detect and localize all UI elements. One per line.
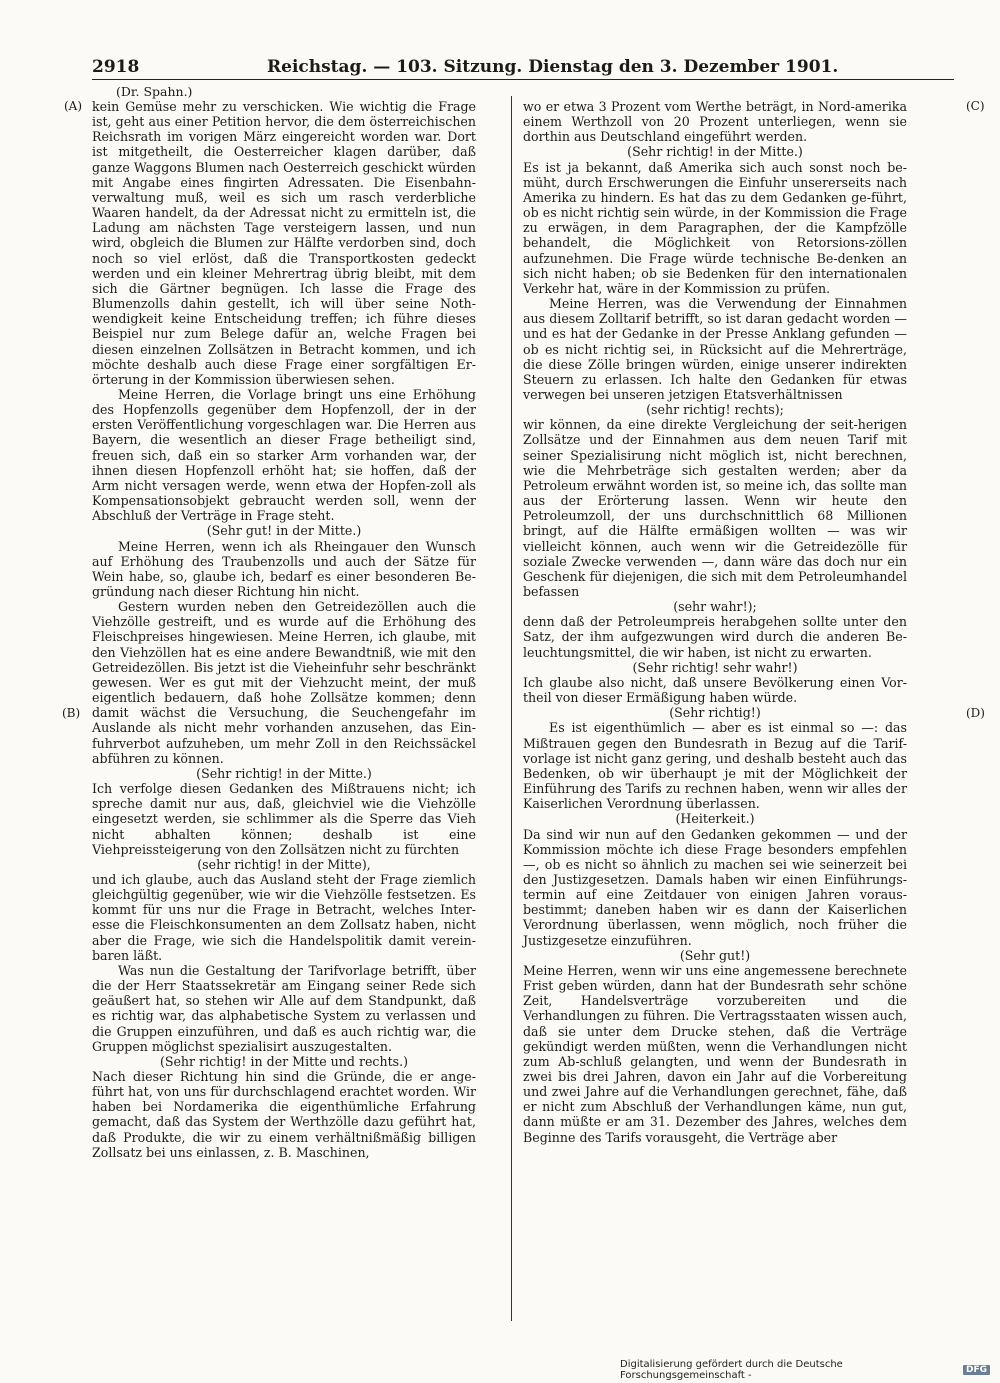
column-divider xyxy=(511,96,512,1321)
interjection: (sehr richtig! in der Mitte), xyxy=(197,856,371,872)
paragraph: denn daß der Petroleumpreis herabgehen sollte unter den Satz, der ihm aufgezwungen wird durch die anderen Be-leuchtungsmittel, die wir haben, ist nicht zu erwarten. xyxy=(523,614,907,660)
interjection: (Sehr gut!) xyxy=(679,947,751,963)
right-column xyxy=(523,99,907,1145)
paragraph: Gestern wurden neben den Getreidezöllen auch die Viehzölle gestreift, und es wurde auf die Erhöhung des Fleischpreises hingewiesen. Meine Herren, ich glaube, mit den Viehzöllen hat es eine andere Bewandtniß, wie mit den Getreidezöllen. Bis jetzt ist die Vieheinfuhr sehr beschränkt gewesen. Wer es gut mit der Viehzucht meint, der muß eigentlich bedauern, daß hohe Zollsätze kommen; denn damit wächst die Versuchung, die Seuchengefahr im Auslande als nicht mehr vorhanden anzusehen, das Ein-fuhrverbot aufzuheben, um mehr Zoll in den Reichssäckel abführen zu können. xyxy=(92,599,476,766)
dfg-logo: DFG xyxy=(963,1365,990,1375)
footer-text: Digitalisierung gefördert durch die Deutsche Forschungsgemeinschaft - xyxy=(620,1359,843,1381)
paragraph: Nach dieser Richtung hin sind die Gründe, die er ange-führt hat, von uns für durchschlagend erachtet worden. Wir haben bei Nordamerika die eigenthümliche Erfahrung gemacht, daß das System der Werthzölle dazu geführt hat, daß Produkte, die wir zu einem verhältnißmäßig billigen Zollsatz bei uns einlassen, z. B. Maschinen, xyxy=(92,1069,476,1160)
speaker-label: (Dr. Spahn.) xyxy=(116,84,193,99)
paragraph: Meine Herren, was die Verwendung der Einnahmen aus diesem Zolltarif betrifft, so ist daran gedacht worden — und es hat der Gedanke in der Presse Anklang gefunden — ob es nicht richtig sei, in Rücksicht auf die Mehrerträge, die diese Zölle bringen würden, einige unserer indirekten Steuern zu erlassen. Ich halte den Gedanken für etwas verwegen bei unseren jetzigen Etatsverhältnissen xyxy=(523,296,907,402)
paragraph: Meine Herren, die Vorlage bringt uns eine Erhöhung des Hopfenzolls gegenüber dem Hopfenzoll, der in der ersten Veröffentlichung vorgeschlagen war. Die Herren aus Bayern, die wesentlich an dieser Frage betheiligt sind, freuen sich, daß ein so starker Arm vorhanden war, der ihnen diesen Hopfenzoll erhöht hat; sie hoffen, daß der Arm nicht versagen werde, wenn etwa der Hopfen-zoll als Kompensationsobjekt gebraucht werden soll, wenn der Abschluß der Verträge in Frage steht. xyxy=(92,386,476,524)
footer-credit xyxy=(620,1359,990,1381)
interjection: (Sehr richtig! in der Mitte.) xyxy=(196,765,372,781)
interjection: (sehr wahr!); xyxy=(673,599,757,615)
interjection: (Sehr richtig! in der Mitte.) xyxy=(627,144,803,160)
paragraph: Meine Herren, wenn wir uns eine angemessene berechnete Frist geben würden, dann hat der Bundesrath sehr schöne Zeit, Handelsverträge vorzubereiten und die Verhandlungen zu führen. Die Vertragsstaaten wissen auch, daß sie unter dem Drucke stehen, daß die Verträge gekündigt werden müßten, wenn die Verhandlungen nicht zum Ab-schluß gelangten, und wenn der Bundesrath in zwei bis drei Jahren, davon ein Jahr auf die Vorbereitung und zwei Jahre auf die Verhandlungen gerechnet, fähe, daß er nicht zum Abschluß der Verhandlungen käme, nun gut, dann müßte er am 31. Dezember des Jahres, welches dem Beginne des Tarifs vorausgeht, die Verträge aber xyxy=(523,962,907,1145)
paragraph: Da sind wir nun auf den Gedanken gekommen — und der Kommission möchte ich diese Frage besonders empfehlen —, ob es nicht so ähnlich zu machen sei wie seinerzeit bei den Justizgesetzen. Damals haben wir einen Einführungs-termin auf eine Zeitdauer von einigen Jahren voraus-bestimmt; daneben haben wir es dann der Kaiserlichen Verordnung überlassen, wenn möglich, noch früher die Justizgesetze einzuführen. xyxy=(523,826,907,948)
interjection: (Heiterkeit.) xyxy=(675,811,755,827)
paragraph: Es ist eigenthümlich — aber es ist einmal so —: das Mißtrauen gegen den Bundesrath in Bezug auf die Tarif-vorlage ist nicht ganz gering, und deshalb besteht auch das Bedenken, ob wir überhaupt je mit der Möglichkeit der Einführung des Tarifs zu rechnen haben, wenn wir alles der Kaiserlichen Verordnung überlassen. xyxy=(523,720,907,812)
paragraph: Es ist ja bekannt, daß Amerika sich auch sonst noch be-müht, durch Erschwerungen die Einfuhr unsererseits nach Amerika zu hindern. Es hat das zu dem Gedanken ge-führt, ob es nicht richtig sein würde, in der Kommission die Frage zu erwägen, in dem Paragraphen, der die Kampfzölle behandelt, die Möglichkeit von Retorsions-zöllen aufzunehmen. Die Frage würde technische Be-denken an sich nicht haben; ob sie Bedenken für den internationalen Verkehr hat, wäre in der Kommission zu prüfen. xyxy=(523,159,907,296)
margin-marker-a: (A) xyxy=(64,99,83,113)
interjection: (Sehr richtig! sehr wahr!) xyxy=(632,659,798,675)
paragraph: wir können, da eine direkte Vergleichung der seit-herigen Zollsätze und der Einnahmen aus dem neuen Tarif mit seiner Spezialisirung nicht möglich ist, nicht berechnen, wie die Mehrbeträge sich gestalten werden; aber da Petroleum erwähnt worden ist, so meine ich, das sollte man aus der Erörterung lassen. Wenn wir heute den Petroleumzoll, der uns durchschnittlich 68 Millionen bringt, auf die Hälfte ermäßigen wollten — was wir vielleicht können, auch wenn wir die Getreidezölle für soziale Zwecke verwenden —, dann wäre das doch nur ein Geschenk für diejenigen, die sich mit dem Petroleumhandel befassen xyxy=(523,417,907,599)
running-title: Reichstag. — 103. Sitzung. Dienstag den 3. Dezember 1901. xyxy=(267,57,839,77)
page-header xyxy=(92,55,954,80)
interjection: (Sehr gut! in der Mitte.) xyxy=(206,523,362,539)
margin-marker-c: (C) xyxy=(966,99,985,113)
page-number: 2918 xyxy=(92,57,140,77)
interjection: (Sehr richtig!) xyxy=(669,705,761,721)
paragraph: Ich glaube also nicht, daß unsere Bevölkerung einen Vor-theil von dieser Ermäßigung haben würde. xyxy=(523,674,907,706)
paragraph: Ich verfolge diesen Gedanken des Mißtrauens nicht; ich spreche damit nur aus, daß, gleichviel wie die Viehzölle eingesetzt werden, sie schlimmer als die Sperre das Vieh nicht abhalten können; deshalb ist eine Viehpreissteigerung von den Zollsätzen nicht zu fürchten xyxy=(92,781,476,857)
margin-marker-d: (D) xyxy=(966,706,985,720)
margin-marker-b: (B) xyxy=(62,706,81,720)
paragraph: Meine Herren, wenn ich als Rheingauer den Wunsch auf Erhöhung des Traubenzolls und auch der Sätze für Wein habe, so, glaube ich, bedarf es einer besonderen Be-gründung nach dieser Richtung hin nicht. xyxy=(92,538,476,599)
paragraph: Was nun die Gestaltung der Tarifvorlage betrifft, über die der Herr Staatssekretär am Eingang seiner Rede sich geäußert hat, so stehen wir Alle auf dem Standpunkt, daß es richtig war, das alphabetische System zu verlassen und die Gruppen einzuführen, und daß es auch richtig war, die Gruppen möglichst spezialisirt auszugestalten. xyxy=(92,962,476,1054)
paragraph: kein Gemüse mehr zu verschicken. Wie wichtig die Frage ist, geht aus einer Petition hervor, die dem österreichischen Reichsrath im vorigen März eingereicht worden war. Dort ist mitgetheilt, die Oesterreicher klagen darüber, daß ganze Waggons Blumen nach Oesterreich geschickt würden mit Angabe eines fingirten Adressaten. Die Eisenbahn-verwaltung muß, weil es sich um rasch verderbliche Waaren handelt, da der Adressat nicht zu ermitteln ist, die Ladung am nächsten Tage versteigern lassen, und nun wird, obgleich die Blumen zur Hälfte verdorben sind, doch noch so viel erlöst, daß die Transportkosten gedeckt werden und ein kleiner Mehrertrag übrig bleibt, mit dem sich die Gärtner begnügen. Ich lasse die Frage des Blumenzolls dahin gestellt, ich will über seine Noth-wendigkeit keine Entscheidung treffen; ich führe dieses Beispiel nur zum Belege dafür an, welche Fragen bei diesen einzelnen Zollsätzen in Betracht kommen, und ich möchte deshalb auch diese Frage einer sorgfältigen Er-örterung in der Kommission überwiesen sehen. xyxy=(92,99,476,387)
paragraph: wo er etwa 3 Prozent vom Werthe beträgt, in Nord-amerika einem Werthzoll von 20 Prozent unterliegen, wenn sie dorthin aus Deutschland eingeführt werden. xyxy=(523,99,907,145)
interjection: (sehr richtig! rechts); xyxy=(646,402,784,418)
left-column xyxy=(92,99,476,1160)
paragraph: und ich glaube, auch das Ausland steht der Frage ziemlich gleichgültig gegenüber, wie wir die Viehzölle festsetzen. Es kommt für uns nur die Frage in Betracht, welches Inter-esse die Fleischkonsumenten an dem Zollsatz haben, nicht aber die Frage, wie sich die Handelspolitik damit verein-baren läßt. xyxy=(92,871,476,963)
interjection: (Sehr richtig! in der Mitte und rechts.) xyxy=(159,1053,409,1069)
